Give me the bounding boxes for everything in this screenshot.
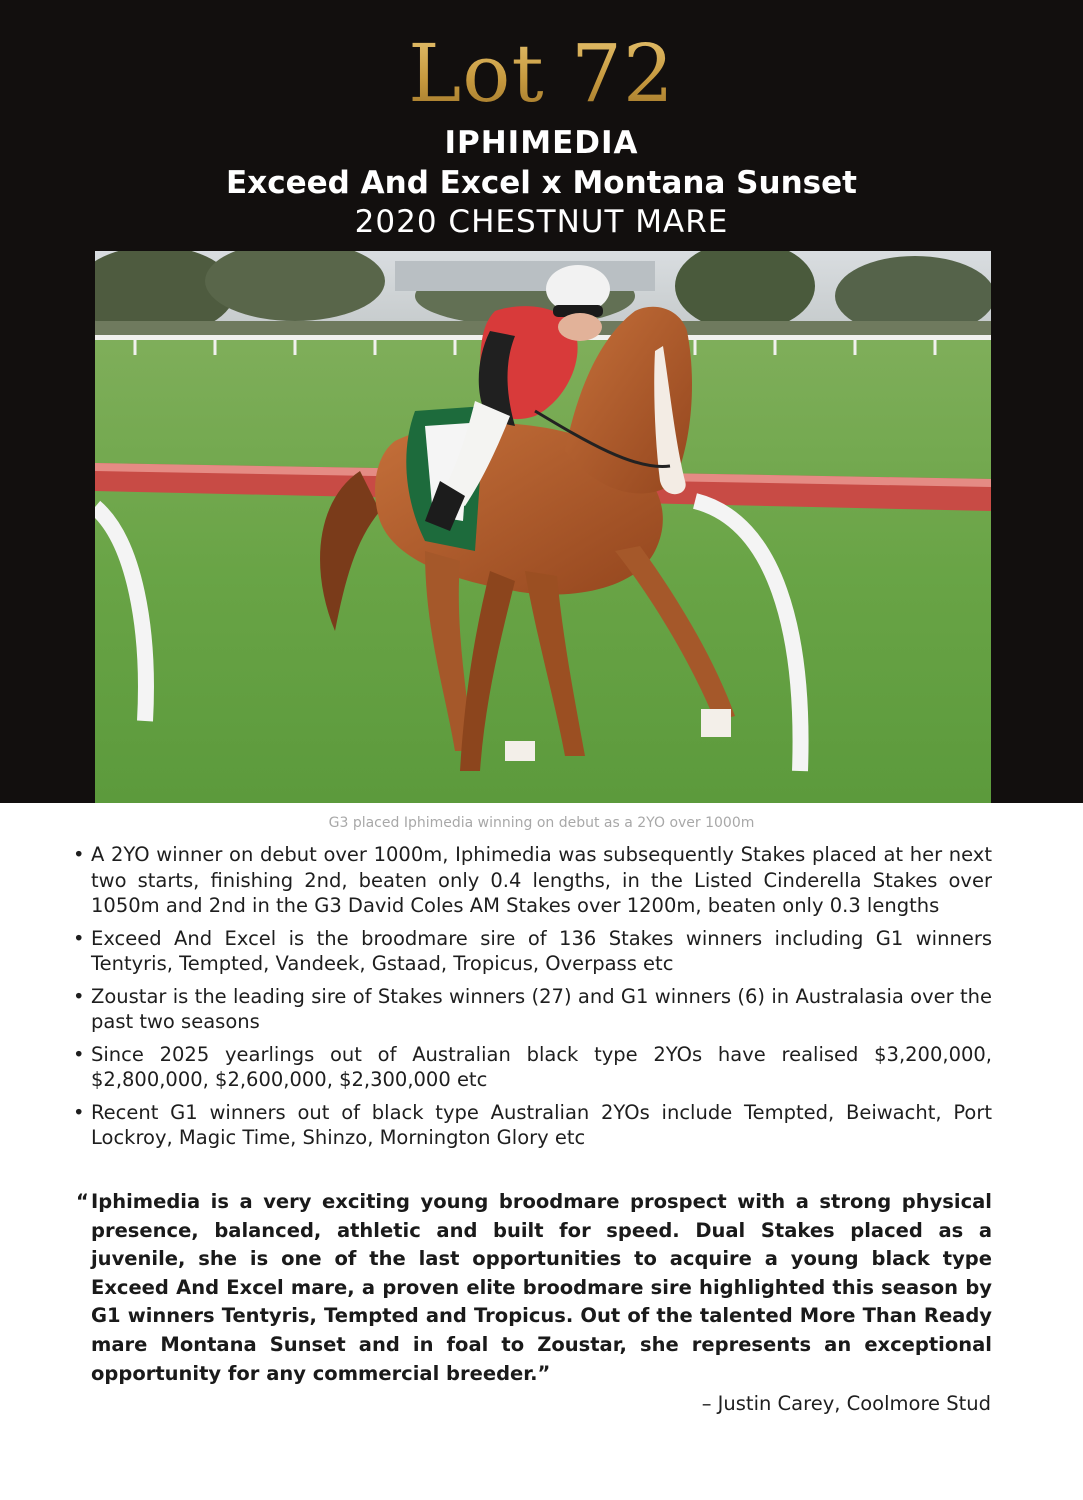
list-item: • A 2YO winner on debut over 1000m, Iphimedia was subsequently Stakes placed at her next two starts, finishing 2nd, beaten only 0.4 lengths, in the Listed Cinderella Stakes over 1050m and 2nd in the G3 David Coles AM Stakes over 1200m, beaten only 0.3 lengths — [70, 842, 992, 919]
photo-caption: G3 placed Iphimedia winning on debut as a 2YO over 1000m — [328, 815, 755, 831]
horse-descriptor: 2020 CHESTNUT MARE — [354, 204, 729, 240]
pedigree-line: Exceed And Excel x Montana Sunset — [226, 165, 857, 201]
horse-name: IPHIMEDIA — [444, 125, 639, 161]
quote-attribution: – Justin Carey, Coolmore Stud — [701, 1392, 991, 1415]
list-item: • Exceed And Excel is the broodmare sire of 136 Stakes winners including G1 winners Tentyris, Tempted, Vandeek, Gstaad, Tropicus, Overpass etc — [70, 926, 992, 977]
list-item: • Zoustar is the leading sire of Stakes winners (27) and G1 winners (6) in Australasia over the past two seasons — [70, 984, 992, 1035]
list-item: • Recent G1 winners out of black type Australian 2YOs include Tempted, Beiwacht, Port Lockroy, Magic Time, Shinzo, Mornington Glory etc — [70, 1100, 992, 1151]
quote-text: Iphimedia is a very exciting young broodmare prospect with a strong physical presence, balanced, athletic and built for speed. Dual Stakes placed as a juvenile, she is one of the last opportunities to acquire a young black type Exceed And Excel mare, a proven elite broodmare sire highlighted this season by G1 winners Tentyris, Tempted and Tropicus. Out of the talented More Than Ready mare Montana Sunset and in foal to Zoustar, she represents an exceptional opportunity for any commercial breeder.” — [91, 1190, 992, 1385]
list-item: • Since 2025 yearlings out of Australian black type 2YOs have realised $3,200,000, $2,800,000, $2,600,000, $2,300,000 etc — [70, 1042, 992, 1093]
race-photo — [95, 251, 991, 803]
testimonial-quote — [76, 1188, 992, 1388]
lot-number-title: Lot 72 — [0, 28, 1083, 120]
quote-open-mark: “ — [76, 1190, 89, 1213]
highlights-list — [70, 842, 992, 1158]
